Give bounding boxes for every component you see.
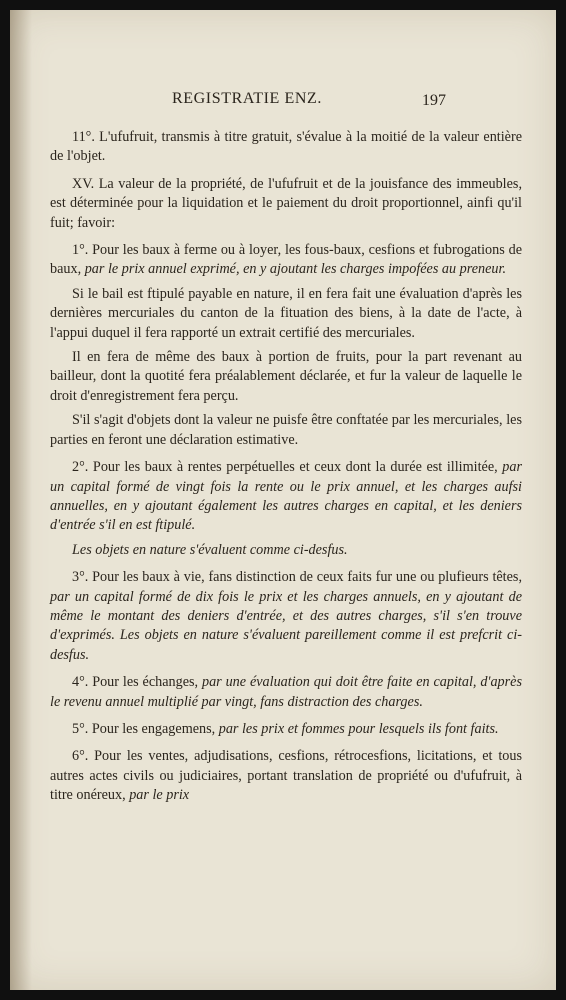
paragraph-1: 1°. Pour les baux à ferme ou à loyer, les fous-baux, cesfions et fubrogations de baux, par le prix annuel exprimé, en y ajoutant les charges impofées au preneur. [50,242,522,278]
paragraph-4: 4°. Pour les échanges, par une évaluation qui doit être faite en capital, d'après le revenu annuel multiplié par vingt, fans distraction des charges. [50,674,522,710]
page-gutter-shadow [10,10,32,990]
paragraph-11: 11°. L'ufufruit, transmis à titre gratuit, s'évalue à la moitié de la valeur entière de l'objet. [50,129,522,165]
body-text [50,128,522,814]
paragraph-objets-nature: Les objets en nature s'évaluent comme ci-desfus. [72,541,348,558]
paragraph-3: 3°. Pour les baux à vie, fans distinction de ceux faits fur une ou plufieurs têtes, par un capital formé de dix fois le prix et les charges annuels, en y ajoutant de même le montant des deniers d'entrée, et des autres charges, s'il s'en trouve d'exprimés. Les objets en nature s'évaluent pareillement comme il est prefcrit ci-desfus. [50,569,522,663]
paragraph-2: 2°. Pour les baux à rentes perpétuelles et ceux dont la durée est illimitée, par un capital formé de vingt fois la rente ou le prix annuel, et les charges aufsi annuelles, en y ajoutant également les autres charges en capital, et les deniers d'entrée s'il en est ftipulé. [50,459,522,534]
paragraph-bail-nature: Si le bail est ftipulé payable en nature, il en fera fait une évaluation d'après les dernières mercuriales du canton de la fituation des biens, à la date de l'acte, à l'appui duquel il fera rapporté un extrait certifié des mercuriales. [50,285,522,341]
running-title: REGISTRATIE ENZ. [172,90,323,107]
page-header [10,90,556,120]
book-page [10,10,556,990]
page-number: 197 [422,92,446,109]
paragraph-5: 5°. Pour les engagemens, par les prix et fommes pour lesquels ils font faits. [72,720,499,737]
paragraph-6: 6°. Pour les ventes, adjudisations, cesfions, rétrocesfions, licitations, et tous autres actes civils ou judiciaires, portant translation de propriété ou d'ufufruit, à titre onéreux, par le prix [50,748,522,804]
paragraph-xv: XV. La valeur de la propriété, de l'ufufruit et de la jouisfance des immeubles, est déterminée pour la liquidation et le paiement du droit proportionnel, ainfi qu'il fuit; favoir: [50,175,522,231]
paragraph-mercuriales: S'il s'agit d'objets dont la valeur ne puisfe être conftatée par les mercuriales, les parties en feront une déclaration estimative. [50,412,522,448]
paragraph-portion-fruits: Il en fera de même des baux à portion de fruits, pour la part revenant au bailleur, dont la quotité fera préalablement déclarée, et fur la valeur de laquelle le droit d'enregistrement fera perçu. [50,349,522,404]
